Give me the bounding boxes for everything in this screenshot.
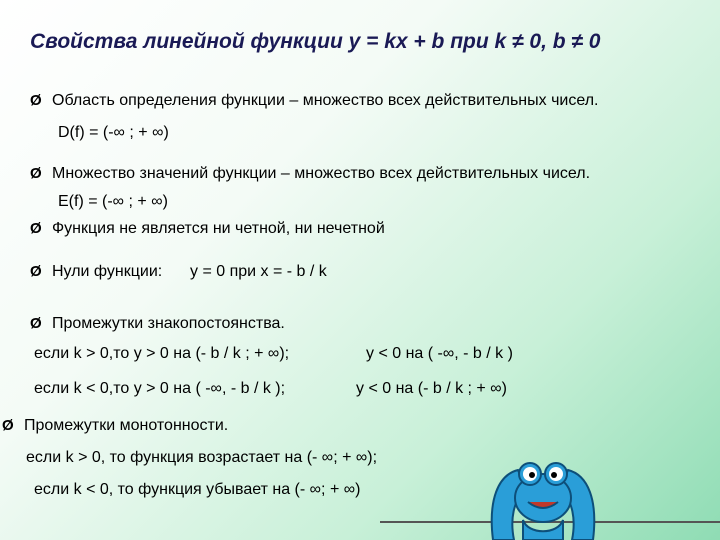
parity-text: Функция не является ни четной, ни нечетной [52, 220, 385, 237]
sign-k-neg-b: y < 0 на (- b / k ; + ∞) [356, 380, 507, 397]
range-formula: E(f) = (-∞ ; + ∞) [58, 193, 168, 210]
item-monotonic [2, 417, 228, 435]
sign-k-pos-b: y < 0 на ( -∞, - b / k ) [366, 345, 513, 362]
bullet-icon: Ø [2, 417, 14, 434]
mono-decreasing: если k < 0, то функция убывает на (- ∞; + ∞) [34, 481, 361, 498]
item-sign [30, 315, 285, 333]
bullet-icon: Ø [30, 220, 42, 237]
mono-label: Промежутки монотонности. [24, 417, 229, 434]
sign-k-neg-a: если k < 0,то y > 0 на ( -∞, - b / k ); [34, 380, 286, 397]
domain-text: Область определения функции – множество всех действительных чисел. [52, 92, 599, 109]
mono-increasing: если k > 0, то функция возрастает на (- ∞; + ∞); [26, 449, 378, 466]
sign-k-pos-a: если k > 0,то y > 0 на (- b / k ; + ∞); [34, 345, 290, 362]
item-range [30, 165, 590, 183]
bullet-icon: Ø [30, 263, 42, 280]
zeros-value: y = 0 при x = - b / k [190, 263, 327, 280]
bullet-icon: Ø [30, 315, 42, 332]
slide-title: Свойства линейной функции y = kx + b при k ≠ 0, b ≠ 0 [30, 30, 601, 53]
frog-mascot-image [478, 440, 608, 540]
sign-label: Промежутки знакопостоянства. [52, 315, 285, 332]
item-zeros [30, 263, 162, 281]
bullet-icon: Ø [30, 92, 42, 109]
bullet-icon: Ø [30, 165, 42, 182]
item-parity [30, 220, 385, 238]
item-domain [30, 92, 599, 110]
zeros-label: Нули функции: [52, 263, 163, 280]
domain-formula: D(f) = (-∞ ; + ∞) [58, 124, 169, 141]
range-text: Множество значений функции – множество всех действительных чисел. [52, 165, 591, 182]
